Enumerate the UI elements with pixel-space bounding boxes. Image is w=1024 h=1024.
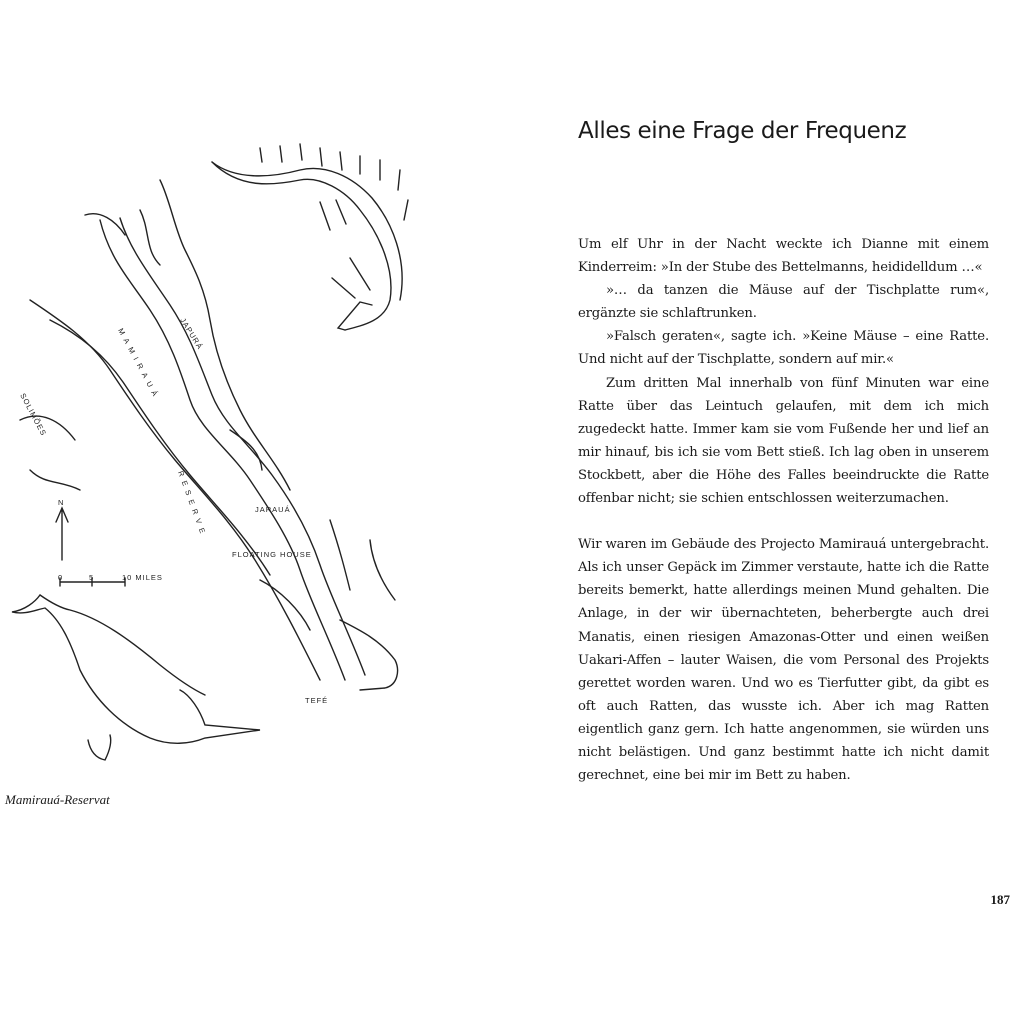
scale-label-10-miles: 10 MILES [122, 573, 163, 582]
body-text [578, 233, 989, 787]
paragraph: »… da tanzen die Mäuse auf der Tischplatte rum«, ergänzte sie schlaftrunken. [578, 283, 989, 322]
map-label-tefe: TEFÉ [305, 696, 329, 705]
compass-label-n: N [58, 498, 65, 507]
map-label-floating-house: FLOATING HOUSE [232, 550, 312, 559]
map-label-mamiraua: MAMIRAUÁ [116, 326, 162, 402]
paragraph: Um elf Uhr in der Nacht weckte ich Dianne mit einem Kinderreim: »In der Stube des Bettelmanns, heididelldum …« [578, 237, 989, 276]
compass-north-arrow [56, 508, 68, 560]
paragraph: Wir waren im Gebäude des Projecto Mamirauá untergebracht. Als ich unser Gepäck im Zimmer verstaute, hatte ich die Ratte bereits bemerkt, hatte allerdings meinen Mund gehalten. Die Anlage, in der wir übernachteten, beherbergte auch drei Manatis, einen riesigen Amazonas-Otter und einen weißen Uakari-Affen – lauter Waisen, die vom Personal des Projekts gerettet worden waren. Und wo es Tierfutter gibt, da gibt es oft auch Ratten, das wusste ich. Aber ich mag Ratten eigentlich ganz gern. Ich hatte angenommen, sie würden uns nicht belästigen. Und ganz bestimmt hatte ich nicht damit gerechnet, eine bei mir im Bett zu haben. [578, 537, 989, 784]
map-label-jaraua: JARAUÁ [255, 505, 291, 514]
map-label-reserve: RESERVE [176, 469, 209, 540]
page-number: 187 [990, 892, 1010, 907]
caiman-drawing [212, 144, 408, 330]
paragraph: »Falsch geraten«, sagte ich. »Keine Mäuse – eine Ratte. Und nicht auf der Tischplatte, sondern auf mir.« [578, 329, 989, 368]
mamiraua-map-illustration [0, 140, 430, 780]
chapter-title: Alles eine Frage der Frequenz [578, 118, 907, 144]
river-dolphin-drawing [12, 595, 260, 760]
map-label-japura: JAPURÁ [178, 316, 205, 352]
paragraph: Zum dritten Mal innerhalb von fünf Minuten war eine Ratte über das Leintuch gelaufen, mit dem ich mich zugedeckt hatte. Immer kam sie vom Fußende her und lief an mir hinauf, bis ich sie vom Bett stieß. Ich lag oben in unserem Stockbett, aber die Höhe des Falles beeindruckte die Ratte offenbar nicht; sie schien entschlossen weiterzumachen. [578, 375, 989, 507]
figure-caption: Mamirauá-Reservat [5, 792, 110, 807]
scale-label-5: 5 [89, 573, 95, 582]
scale-label-0: 0 [58, 573, 64, 582]
map-label-solimoes: SOLIMÕES [18, 391, 49, 438]
river-map-drawing [20, 180, 398, 690]
